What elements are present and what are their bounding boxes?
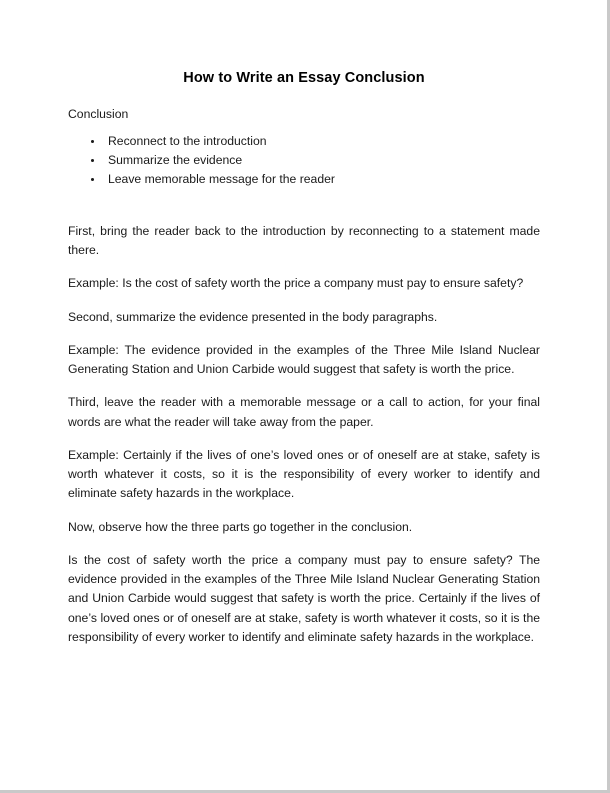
document-content [68,0,540,661]
paragraph: Third, leave the reader with a memorable message or a call to action, for your final words are what the reader will take away from the paper. [68,395,540,429]
list-item: • Reconnect to the introduction [104,132,540,151]
list-item: • Summarize the evidence [104,151,540,170]
paragraph: Is the cost of safety worth the price a company must pay to ensure safety? The evidence provided in the examples of the Three Mile Island Nuclear Generating Station and Union Carbide would suggest that safety is worth the price. Certainly if the lives of one’s loved ones or of oneself are at stake, safety is worth whatever it costs, so it is the responsibility of every worker to identify and eliminate safety hazards in the workplace. [68,552,540,644]
bullet-list [68,132,540,189]
paragraph: First, bring the reader back to the introduction by reconnecting to a statement made there. [68,223,540,257]
paragraph: Now, observe how the three parts go together in the conclusion. [68,519,413,534]
paragraph: Example: Is the cost of safety worth the price a company must pay to ensure safety? [68,276,524,291]
list-item: • Leave memorable message for the reader [104,170,540,189]
paragraph: Example: The evidence provided in the examples of the Three Mile Island Nuclear Generating Station and Union Carbide would suggest that safety is worth the price. [68,342,540,377]
body-paragraphs [68,222,540,648]
section-label-conclusion: Conclusion [68,107,129,121]
paragraph: Second, summarize the evidence presented in the body paragraphs. [68,309,438,324]
page-title: How to Write an Essay Conclusion [183,70,425,86]
paragraph: Example: Certainly if the lives of one’s loved ones or of oneself are at stake, safety is worth whatever it costs, so it is the responsibility of every worker to identify and eliminate safety hazards in the workplace. [68,447,540,501]
